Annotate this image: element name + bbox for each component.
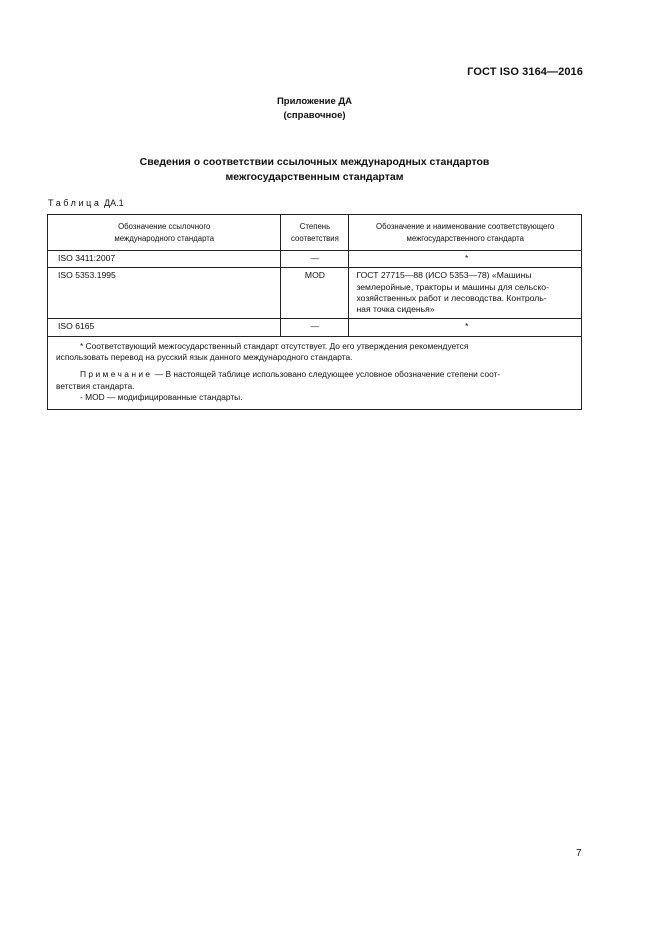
note-label: Примечание: [80, 369, 153, 380]
table-caption-number: ДА.1: [104, 198, 124, 208]
footnote-cell: [48, 336, 582, 409]
table-row: [48, 268, 582, 319]
footnote-line-1: * Соответствующий межгосударственный стандарт отсутствует. До его утверждения рекомендуется: [80, 340, 469, 351]
appendix-subtitle: (справочное): [283, 110, 346, 121]
table-caption-label: Таблица: [48, 198, 102, 208]
appendix-heading: [0, 95, 629, 123]
correspondence-table: [47, 214, 582, 410]
header-col1-line-2: международного стандарта: [114, 233, 215, 243]
table-row: [48, 319, 582, 336]
degree-cell: MOD: [281, 268, 349, 319]
page-number: 7: [576, 848, 582, 859]
appendix-title: Приложение ДА: [276, 96, 353, 107]
header-col2-line-1: Степень: [299, 221, 331, 231]
table-footnote-row: [48, 336, 582, 409]
document-title: [0, 155, 629, 185]
note: [56, 369, 577, 380]
note-text-line-1: — В настоящей таблице использовано следующее условное обозначение степени соот-: [152, 369, 501, 380]
document-title-line-1: Сведения о соответствии ссылочных международных стандартов: [139, 156, 490, 168]
national-cell: [349, 268, 582, 319]
national-cell: *: [349, 251, 582, 268]
header-degree: [281, 215, 349, 251]
header-col2-line-2: соответствия: [291, 233, 339, 243]
mod-definition: - MOD — модифицированные стандарты.: [80, 391, 243, 402]
reference-cell: ISO 3411:2007: [48, 251, 281, 268]
note-text-line-2: ветствия стандарта.: [56, 380, 135, 391]
table-caption: [48, 198, 124, 208]
footnote-line-2: использовать перевод на русский язык данного международного стандарта.: [56, 352, 353, 363]
national-line: хозяйственных работ и лесоводства. Контроль-: [356, 292, 547, 303]
header-col3-line-1: Обозначение и наименование соответствующего: [376, 221, 555, 231]
document-title-line-2: межгосударственным стандартам: [225, 171, 404, 183]
header-col1-line-1: Обозначение ссылочного: [118, 221, 211, 231]
reference-cell: ISO 5353.1995: [48, 268, 281, 319]
national-line: ная точка сиденья»: [356, 304, 435, 315]
table-header-row: [48, 215, 582, 251]
reference-cell: ISO 6165: [48, 319, 281, 336]
header-reference-standard: [48, 215, 281, 251]
national-line: ГОСТ 27715—88 (ИСО 5353—78) «Машины: [356, 270, 532, 281]
national-cell: *: [349, 319, 582, 336]
national-line: землеройные, тракторы и машины для сельско-: [356, 281, 549, 292]
table-row: [48, 251, 582, 268]
standard-code: ГОСТ ISO 3164—2016: [467, 66, 583, 78]
degree-cell: —: [281, 251, 349, 268]
degree-cell: —: [281, 319, 349, 336]
header-col3-line-2: межгосударственного стандарта: [406, 233, 524, 243]
header-national-standard: [349, 215, 582, 251]
